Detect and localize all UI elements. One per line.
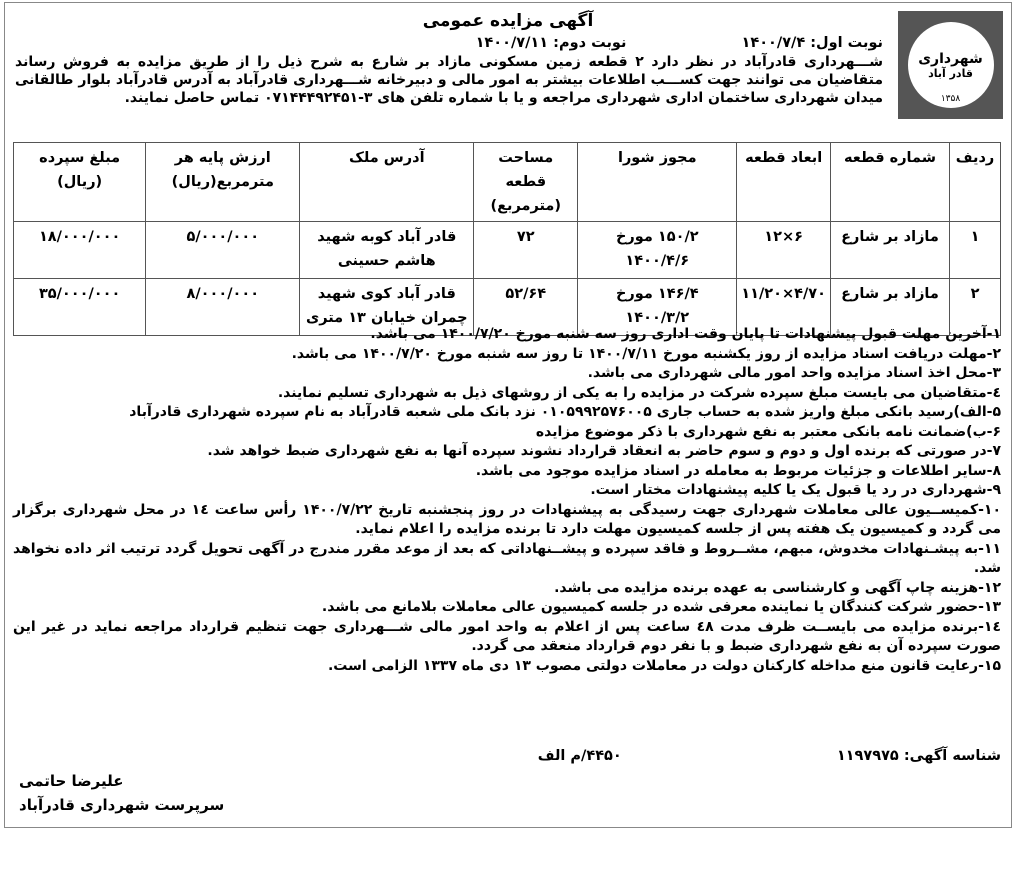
cell-base-price: ۵/۰۰۰/۰۰۰	[146, 222, 300, 279]
condition-item: ۲-مهلت دریافت اسناد مزایده از روز یکشنبه مورخ ۱۴۰۰/۷/۱۱ تا روز سه شنبه مورخ ۱۴۰۰/۷/۲۰ می باشد.	[291, 345, 1001, 362]
intro-text: شـــهرداری قادرآباد در نظر دارد ۲ قطعه زمین مسکونی مازاد بر شارع به شرح ذیل را از طریق مزایده به فروش رساند متقاضیان می توانند جهت کســـب اطلاعات بیشتر به امور مالی و دبیرخانه شـــهرداری قادرآباد به آدرس قادرآباد بلوار طالقانی میدان شهرداری ساختمان اداری شهرداری مراجعه و یا با شماره تلفن های ۳-۰۷۱۴۴۴۹۲۴۵۱ تماس حاصل نمایند.	[15, 54, 883, 106]
condition-item: ۱۳-حضور شرکت کنندگان یا نماینده معرفی شده در جلسه کمیسیون عالی معاملات بلامانع می باشد.	[321, 599, 1001, 615]
intro-paragraph	[15, 53, 883, 107]
condition-item: ۶-ب)ضمانت نامه بانکی معتبر به نفع شهرداری با ذکر موضوع مزایده	[535, 423, 1001, 440]
col-header-area: مساحت قطعه (مترمربع)	[474, 143, 578, 222]
cell-area: ۷۲	[474, 222, 578, 279]
cell-address: قادر آباد کوی شهید چمران خیابان ۱۳ متری	[300, 279, 474, 336]
cell-council-permit: ۱۵۰/۲ مورخ ۱۴۰۰/۴/۶	[578, 222, 737, 279]
condition-item: ۱۰-کمیســیون عالی معاملات شهرداری جهت رسیدگی به پیشنهادات در روز پنجشنبه تاریخ ۱۴۰۰/۷/۲۲ رأس ساعت ۱٤ در محل شهرداری برگزار می گردد و کمیسیون یک هفته پس از جلسه کمیسیون مهلت دارد تا برنده مزایده را اعلام نماید.	[13, 501, 1001, 537]
ad-identifier	[538, 748, 1001, 764]
signature-block	[19, 769, 224, 817]
condition-item: ۵-الف)رسید بانکی مبلغ واریز شده به حساب جاری ۰۱۰۵۹۹۲۵۷۶۰۰۵ نزد بانک ملی شعبه قادرآباد به نام سپرده شهرداری قادرآباد	[129, 404, 1001, 420]
cell-plot-no: مازاد بر شارع	[831, 279, 950, 336]
cell-dimensions: ۴/۷۰×۱۱/۲۰	[737, 279, 831, 336]
ad-identifier-code: ۴۴۵۰/م الف	[537, 748, 622, 764]
round-one: نوبت اول: ۱۴۰۰/۷/۴	[741, 35, 883, 51]
col-header-council-permit: مجوز شورا	[578, 143, 737, 222]
condition-item: ۱٤-برنده مزایده می بایســت ظرف مدت ٤۸ ساعت پس از اعلام به واحد امور مالی شـــهرداری جهت تنظیم قرارداد مراجعه نماید در غیر این صورت سپرده آن به نفع شهرداری ضبط و با نفر دوم قرارداد منعقد می گردد.	[13, 618, 1002, 654]
publication-rounds	[476, 35, 883, 51]
condition-item: ۱۵-رعایت قانون منع مداخله کارکنان دولت در معاملات دولتی مصوب ۱۳ دی ماه ۱۳۳۷ الزامی است.	[327, 657, 1001, 674]
condition-item: ۷-در صورتی که برنده اول و دوم و سوم حاضر به انعقاد قرارداد نشوند سپرده آنها به نفع شهرداری ضبط خواهد شد.	[207, 443, 1001, 459]
condition-item: ۸-سایر اطلاعات و جزئیات مربوط به معامله در اسناد مزایده موجود می باشد.	[475, 462, 1001, 479]
col-header-address: آدرس ملک	[300, 143, 474, 222]
auction-notice	[4, 2, 1012, 828]
table-row	[14, 222, 1001, 279]
signer-title: سرپرست شهرداری قادرآباد	[19, 796, 225, 814]
condition-item: ۱-آخرین مهلت قبول پیشنهادات تا پایان وقت اداری روز سه شنبه مورخ ۱۴۰۰/۷/۲۰ می باشد.	[370, 326, 1001, 342]
col-header-deposit: مبلغ سپرده (ریال)	[14, 143, 146, 222]
cell-deposit: ۱۸/۰۰۰/۰۰۰	[14, 222, 146, 279]
cell-address: قادر آباد کوبه شهید هاشم حسینی	[300, 222, 474, 279]
cell-base-price: ۸/۰۰۰/۰۰۰	[146, 279, 300, 336]
logo-text-top: شهرداری	[918, 50, 983, 67]
cell-dimensions: ۶×۱۲	[737, 222, 831, 279]
ad-identifier-label: شناسه آگهی: ۱۱۹۷۹۷۵	[836, 748, 1001, 764]
condition-item: ۳-محل اخذ اسناد مزایده واحد امور مالی شهرداری می باشد.	[587, 365, 1001, 381]
cell-plot-no: مازاد بر شارع	[831, 222, 950, 279]
signer-name: علیرضا حاتمی	[19, 772, 124, 790]
conditions-list	[13, 325, 1001, 676]
cell-area: ۵۲/۶۴	[474, 279, 578, 336]
seal-emblem	[908, 22, 994, 108]
notice-title: آگهی مزایده عمومی	[422, 11, 594, 31]
condition-item: ٤-متقاضیان می بایست مبلغ سپرده شرکت در مزایده را به یکی از روشهای ذیل به شهرداری تسلیم نمایند.	[277, 384, 1001, 401]
lots-table	[13, 142, 1001, 336]
col-header-base-price: ارزش پایه هر مترمربع(ریال)	[146, 143, 300, 222]
logo-text-bottom: قادر آباد	[928, 66, 973, 80]
cell-deposit: ۳۵/۰۰۰/۰۰۰	[14, 279, 146, 336]
cell-council-permit: ۱۴۶/۴ مورخ ۱۴۰۰/۳/۲	[578, 279, 737, 336]
table-header-row	[14, 143, 1001, 222]
round-two: نوبت دوم: ۱۴۰۰/۷/۱۱	[475, 35, 627, 51]
cell-row-no: ۲	[950, 279, 1001, 336]
condition-item: ۹-شهرداری در رد یا قبول یک یا کلیه پیشنهادات مختار است.	[590, 482, 1001, 498]
condition-item: ۱۱-به پیشـنهادات مخدوش، مبهم، مشــروط و فاقد سپرده و پیشــنهاداتی که بعد از موعد مقرر مندرج در آگهی تحویل گردد ترتیب اثر داده نخواهد شد.	[12, 540, 1001, 576]
col-header-dimensions: ابعاد قطعه	[737, 143, 831, 222]
logo-year: ۱۳۵۸	[940, 94, 961, 104]
col-header-plot-no: شماره قطعه	[831, 143, 950, 222]
cell-row-no: ۱	[950, 222, 1001, 279]
col-header-row-no: ردیف	[950, 143, 1001, 222]
condition-item: ۱۲-هزینه چاپ آگهی و کارشناسی به عهده برنده مزایده می باشد.	[554, 579, 1001, 596]
